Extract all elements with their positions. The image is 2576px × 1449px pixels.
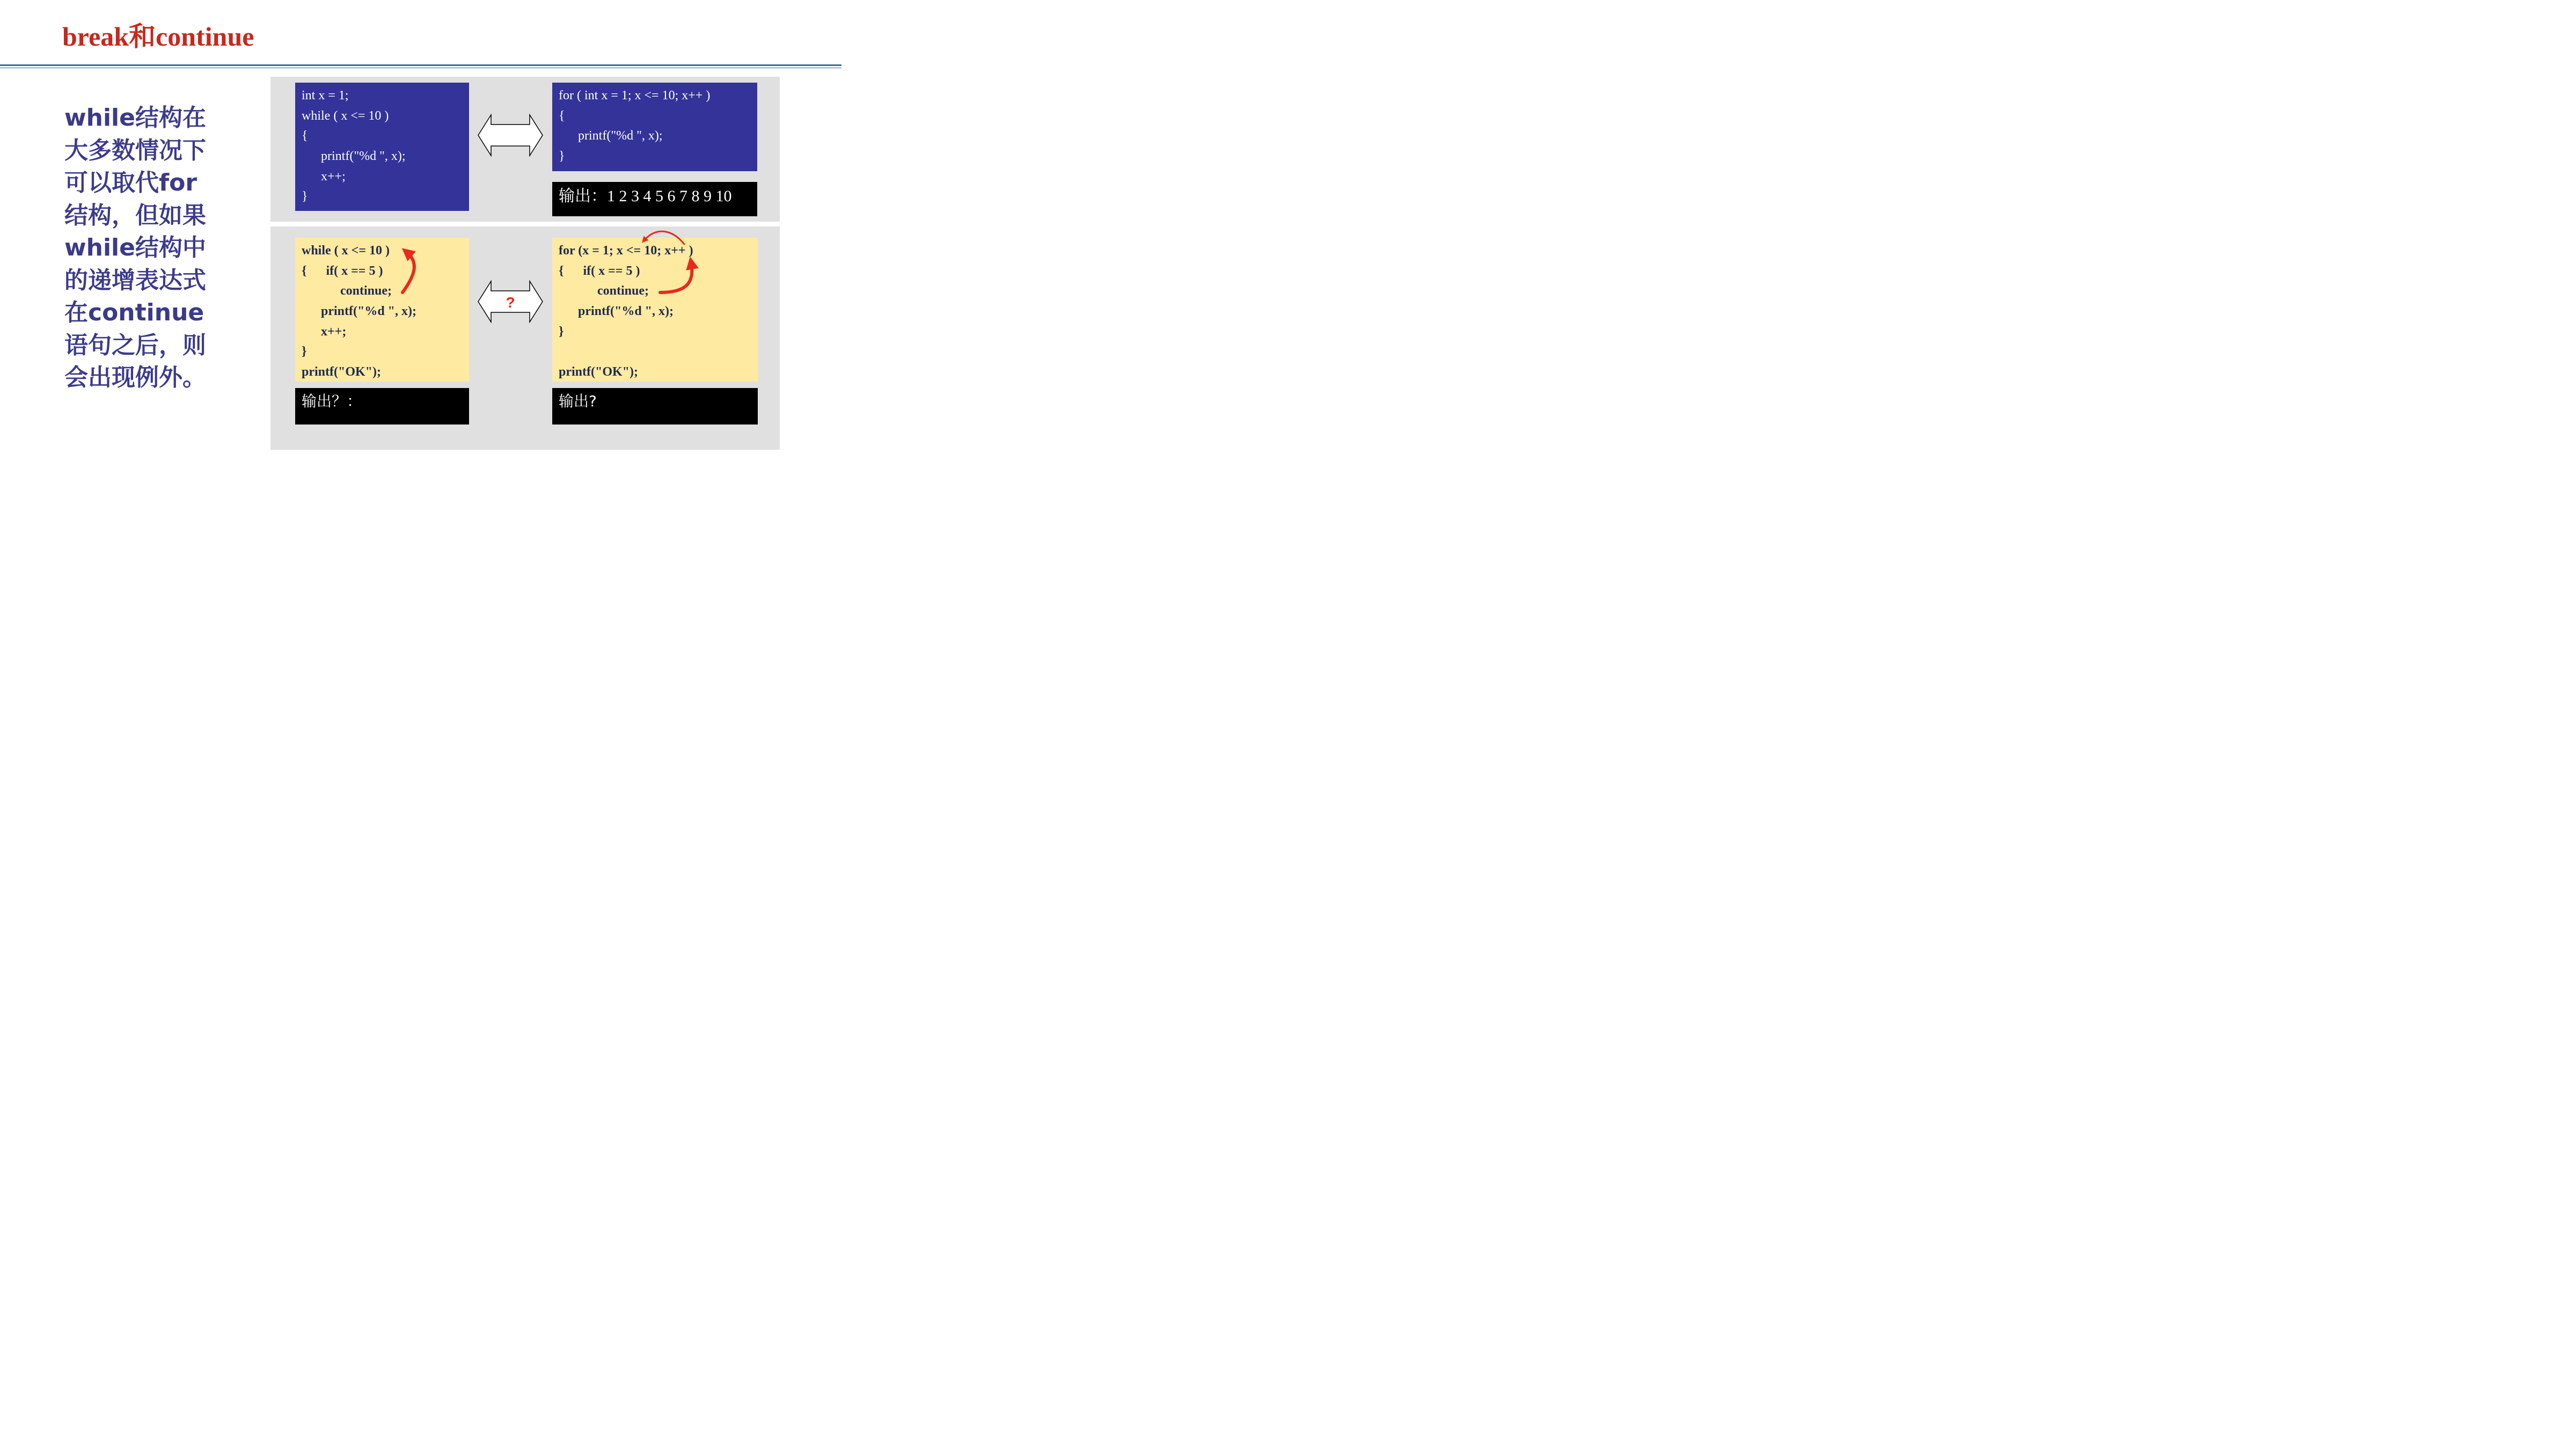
code-line: }: [302, 189, 308, 204]
question-mark-label: ?: [506, 294, 515, 311]
output-label: 输出？：: [302, 392, 362, 410]
curved-arrow-for-continue-icon: [660, 263, 692, 292]
code-line: int x = 1;: [302, 89, 349, 103]
code-line: x++;: [302, 324, 347, 339]
code-line: }: [302, 345, 307, 359]
code-line: for ( int x = 1; x <= 10; x++ ): [559, 89, 711, 103]
code-line: { if( x == 5 ): [559, 264, 640, 278]
annotation-overlay: [0, 0, 841, 473]
code-line: printf("%d ", x);: [302, 149, 406, 164]
code-line: while ( x <= 10 ): [302, 108, 389, 123]
double-arrow-top-icon: [478, 115, 543, 156]
description-line: while结构中: [64, 234, 206, 261]
code-line: {: [302, 129, 308, 143]
description-line: 在continue: [64, 299, 204, 326]
code-line: {: [559, 108, 565, 123]
code-line: continue;: [559, 284, 649, 298]
code-line: for (x = 1; x <= 10; x++ ): [559, 244, 693, 258]
code-line: x++;: [302, 169, 346, 184]
code-line: }: [559, 324, 564, 339]
description-line: 语句之后，则: [64, 331, 206, 359]
code-line: printf("OK");: [302, 365, 381, 379]
slide-title: break和continue: [62, 21, 254, 52]
description-line: 会出现例外。: [64, 364, 206, 391]
description-line: 的递增表达式: [64, 266, 206, 294]
curved-arrow-for-increment-icon: [644, 231, 684, 244]
curved-arrow-while-icon: [402, 252, 414, 292]
description-line: 结构，但如果: [64, 201, 206, 229]
code-line: printf("OK");: [559, 365, 638, 379]
description-line: while结构在: [64, 104, 206, 131]
description-line: 可以取代for: [64, 169, 197, 196]
code-line: while ( x <= 10 ): [302, 244, 390, 258]
code-line: printf("%d ", x);: [559, 304, 674, 319]
code-line: continue;: [302, 284, 392, 298]
output-label: 输出：: [559, 187, 607, 206]
code-line: printf("%d ", x);: [302, 304, 416, 319]
description-line: 大多数情况下: [64, 136, 206, 164]
output-values: 1 2 3 4 5 6 7 8 9 10: [607, 187, 732, 205]
output-label: 输出?: [559, 392, 597, 410]
code-line: printf("%d ", x);: [559, 129, 663, 143]
code-line: }: [559, 149, 565, 164]
code-line: { if( x == 5 ): [302, 264, 383, 278]
